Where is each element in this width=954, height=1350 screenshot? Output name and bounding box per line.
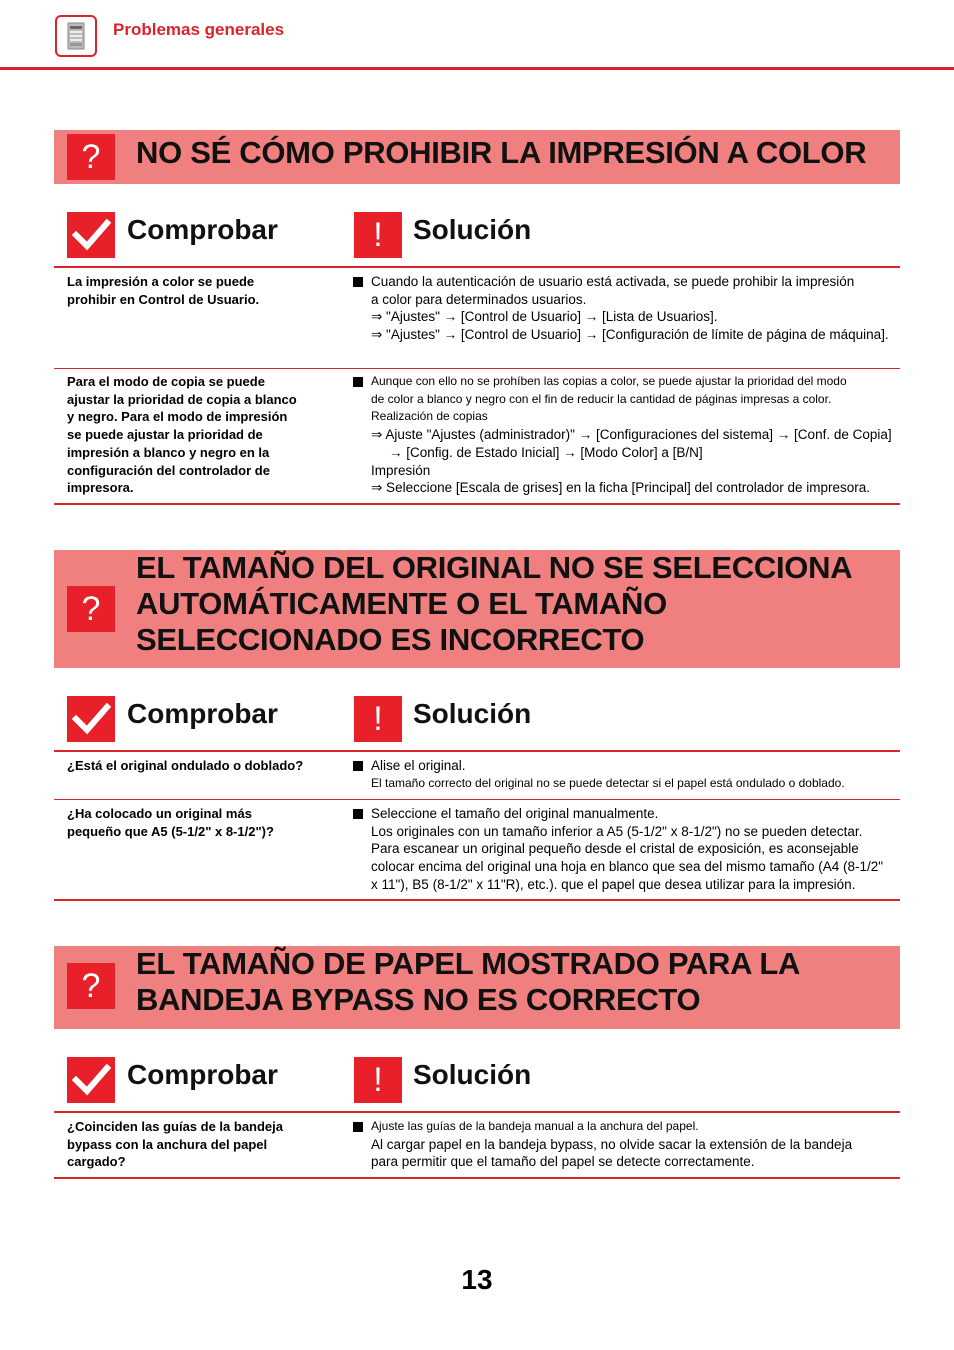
check-heading: Comprobar xyxy=(127,698,278,729)
check-heading: Comprobar xyxy=(127,1059,278,1090)
checkmark-icon xyxy=(67,696,115,742)
check-cell: ¿Está el original ondulado o doblado? xyxy=(67,758,304,773)
solution-heading: Solución xyxy=(413,1059,532,1090)
exclamation-icon: ! xyxy=(354,696,402,742)
bullet-icon xyxy=(353,1122,363,1132)
section-2-title: EL TAMAÑO DEL ORIGINAL NO SE SELECCIONA AUTOMÁTICAMENTE O EL TAMAÑO SELECCIONADO ES INCORRECTO xyxy=(136,550,853,657)
solution-cell: Ajuste las guías de la bandeja manual a la anchura del papel. Al cargar papel en la bandeja bypass, no olvide sacar la extensión de la bandeja para permitir que el tamaño del papel se detecte correctamente. xyxy=(353,1118,893,1171)
exclamation-icon: ! xyxy=(354,212,402,258)
table-row xyxy=(54,804,900,896)
table-bottom-rule xyxy=(54,503,900,505)
question-icon: ? xyxy=(67,586,115,632)
section-3-banner xyxy=(54,946,900,1029)
solution-cell: Cuando la autenticación de usuario está activada, se puede prohibir la impresión a color para determinados usuarios. ⇒ "Ajustes" → [Control de Usuario] → [Lista de Usuarios]. ⇒ "Ajustes" → [Control de Usuario] → [Configuración de límite de página de máquina]. xyxy=(353,273,893,344)
check-cell: ¿Coinciden las guías de la bandeja bypass con la anchura del papel cargado? xyxy=(67,1119,283,1170)
page-number: 13 xyxy=(461,1264,493,1295)
table-row xyxy=(54,1117,900,1175)
row-divider xyxy=(54,368,900,369)
solution-cell: Aunque con ello no se prohíben las copias a color, se puede ajustar la prioridad del modo de color a blanco y negro con el fin de reducir la cantidad de páginas impresas a color. Realización de copias ⇒ Ajuste "Ajustes (administrador)" → [Configuraciones del sistema] → [Conf. de Copia] → [Config. de Estado Inicial] → [Modo Color] a [B/N] Impresión ⇒ Seleccione [Escala de grises] en la ficha [Principal] del controlador de impresora. xyxy=(353,373,893,497)
row-divider xyxy=(54,799,900,800)
printer-icon xyxy=(55,15,97,57)
solution-heading: Solución xyxy=(413,698,532,729)
exclamation-icon: ! xyxy=(354,1057,402,1103)
table-row xyxy=(54,756,900,796)
section-1-title: NO SÉ CÓMO PROHIBIR LA IMPRESIÓN A COLOR xyxy=(136,135,867,170)
header-title: Problemas generales xyxy=(113,20,285,39)
checkmark-icon xyxy=(67,1057,115,1103)
bullet-icon xyxy=(353,761,363,771)
table-top-rule xyxy=(54,266,900,268)
bullet-icon xyxy=(353,377,363,387)
question-icon: ? xyxy=(67,963,115,1009)
section-3-column-headers xyxy=(54,1057,900,1109)
section-3-title: EL TAMAÑO DE PAPEL MOSTRADO PARA LA BANDEJA BYPASS NO ES CORRECTO xyxy=(136,946,801,1017)
check-heading: Comprobar xyxy=(127,214,278,245)
bullet-icon xyxy=(353,809,363,819)
table-top-rule xyxy=(54,1111,900,1113)
header-divider xyxy=(0,67,954,70)
section-1-banner xyxy=(54,130,900,184)
bullet-icon xyxy=(353,277,363,287)
page-header xyxy=(0,0,954,70)
solution-heading: Solución xyxy=(413,214,532,245)
table-bottom-rule xyxy=(54,1177,900,1179)
solution-cell: Seleccione el tamaño del original manualmente. Los originales con un tamaño inferior a A5 (5-1/2" x 8-1/2") no se pueden detectar. Para escanear un original pequeño desde el cristal de exposición, es aconsejable colocar encima del original una hoja en blanco que sea del mismo tamaño (A4 (8-1/2" x 11"), B5 (8-1/2" x 11"R), etc.). que el papel que desea utilizar para la impresión. xyxy=(353,805,893,894)
table-row xyxy=(54,272,900,366)
table-bottom-rule xyxy=(54,899,900,901)
table-top-rule xyxy=(54,750,900,752)
check-cell: La impresión a color se puede prohibir en Control de Usuario. xyxy=(67,274,260,307)
section-2-banner xyxy=(54,550,900,668)
section-2-column-headers xyxy=(54,696,900,748)
section-1-column-headers xyxy=(54,212,900,264)
check-cell: ¿Ha colocado un original más pequeño que A5 (5-1/2" x 8-1/2")? xyxy=(67,806,274,839)
solution-cell: Alise el original. El tamaño correcto del original no se puede detectar si el papel está ondulado o doblado. xyxy=(353,757,893,792)
question-icon: ? xyxy=(67,134,115,180)
checkmark-icon xyxy=(67,212,115,258)
check-cell: Para el modo de copia se puede ajustar la prioridad de copia a blanco y negro. Para el modo de impresión se puede ajustar la prioridad de impresión a blanco y negro en la configuración del controlador de impresora. xyxy=(67,374,297,496)
table-row xyxy=(54,373,900,501)
